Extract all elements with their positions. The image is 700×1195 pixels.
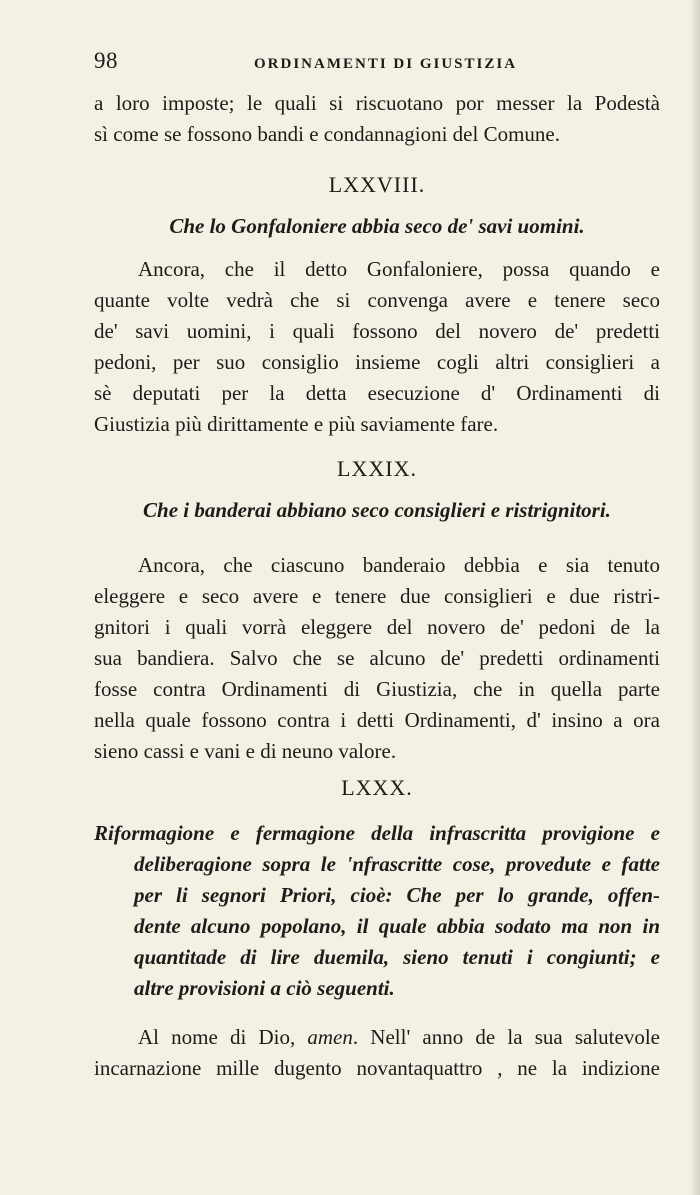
chapter-rubric (94, 818, 660, 1004)
text-fragment: . Nell' anno de la sua salutevole (352, 1025, 660, 1049)
text-line: fosse contra Ordinamenti di Giustizia, che in quella parte (94, 677, 660, 701)
text-line (94, 1022, 660, 1053)
chapter-title: Che lo Gonfaloniere abbia seco de' savi uomini. (169, 214, 585, 238)
text-line: Ancora, che ciascuno banderaio debbia e sia tenuto (138, 553, 660, 577)
chapter-body (94, 550, 660, 767)
rubric-line: quantitade di lire duemila, sieno tenuti i congiunti; e (134, 945, 660, 969)
rubric-line: altre provisioni a ciò seguenti. (134, 976, 395, 1000)
text-line: pedoni, per suo consiglio insieme cogli altri consiglieri a (94, 350, 660, 374)
text-line: Ancora, che il detto Gonfaloniere, possa quando e (138, 257, 660, 281)
text-line: gnitori i quali vorrà eleggere del novero de' pedoni de la (94, 615, 660, 639)
page-edge-shadow (690, 0, 700, 1195)
text-line: Giustizia più dirittamente e più saviamente fare. (94, 412, 499, 436)
chapter-number: LXXX. (341, 775, 413, 800)
text-line: sieno cassi e vani e di neuno valore. (94, 739, 397, 763)
rubric-line: Riformagione e fermagione della infrascritta provigione e (94, 821, 660, 845)
page-header (94, 48, 660, 78)
text-line: a loro imposte; le quali si riscuotano por messer la Podestà (94, 91, 660, 115)
text-line: quante volte vedrà che si convenga avere e tenere seco (94, 288, 660, 312)
text-fragment: Al nome di Dio, (138, 1025, 308, 1049)
text-line: de' savi uomini, i quali fossono del novero de' predetti (94, 319, 660, 343)
text-line: sua bandiera. Salvo che se alcuno de' predetti ordinamenti (94, 646, 660, 670)
text-line: incarnazione mille dugento novantaquattro , ne la indizione (94, 1056, 660, 1080)
text-line: nella quale fossono contra i detti Ordinamenti, d' insino a ora (94, 708, 660, 732)
rubric-line: dente alcuno popolano, il quale abbia sodato ma non in (134, 914, 660, 938)
chapter-body (94, 1022, 660, 1084)
chapter-number: LXXIX. (337, 456, 417, 481)
chapter-number: LXXVIII. (328, 172, 426, 197)
text-line: sì come se fossono bandi e condannagioni del Comune. (94, 122, 560, 146)
paragraph-continuation (94, 88, 660, 150)
running-title: ORDINAMENTI DI GIUSTIZIA (254, 56, 518, 72)
rubric-line: per li segnori Priori, cioè: Che per lo grande, offen- (134, 883, 660, 907)
chapter-body (94, 254, 660, 440)
chapter-title: Che i banderai abbiano seco consiglieri e ristrignitori. (143, 498, 611, 522)
text-line: eleggere e seco avere e tenere due consiglieri e due ristri- (94, 584, 660, 608)
amen-word: amen (307, 1025, 353, 1049)
page-number: 98 (94, 48, 118, 73)
text-line: sè deputati per la detta esecuzione d' Ordinamenti di (94, 381, 660, 405)
rubric-line: deliberagione sopra le 'nfrascritte cose, provedute e fatte (134, 852, 660, 876)
